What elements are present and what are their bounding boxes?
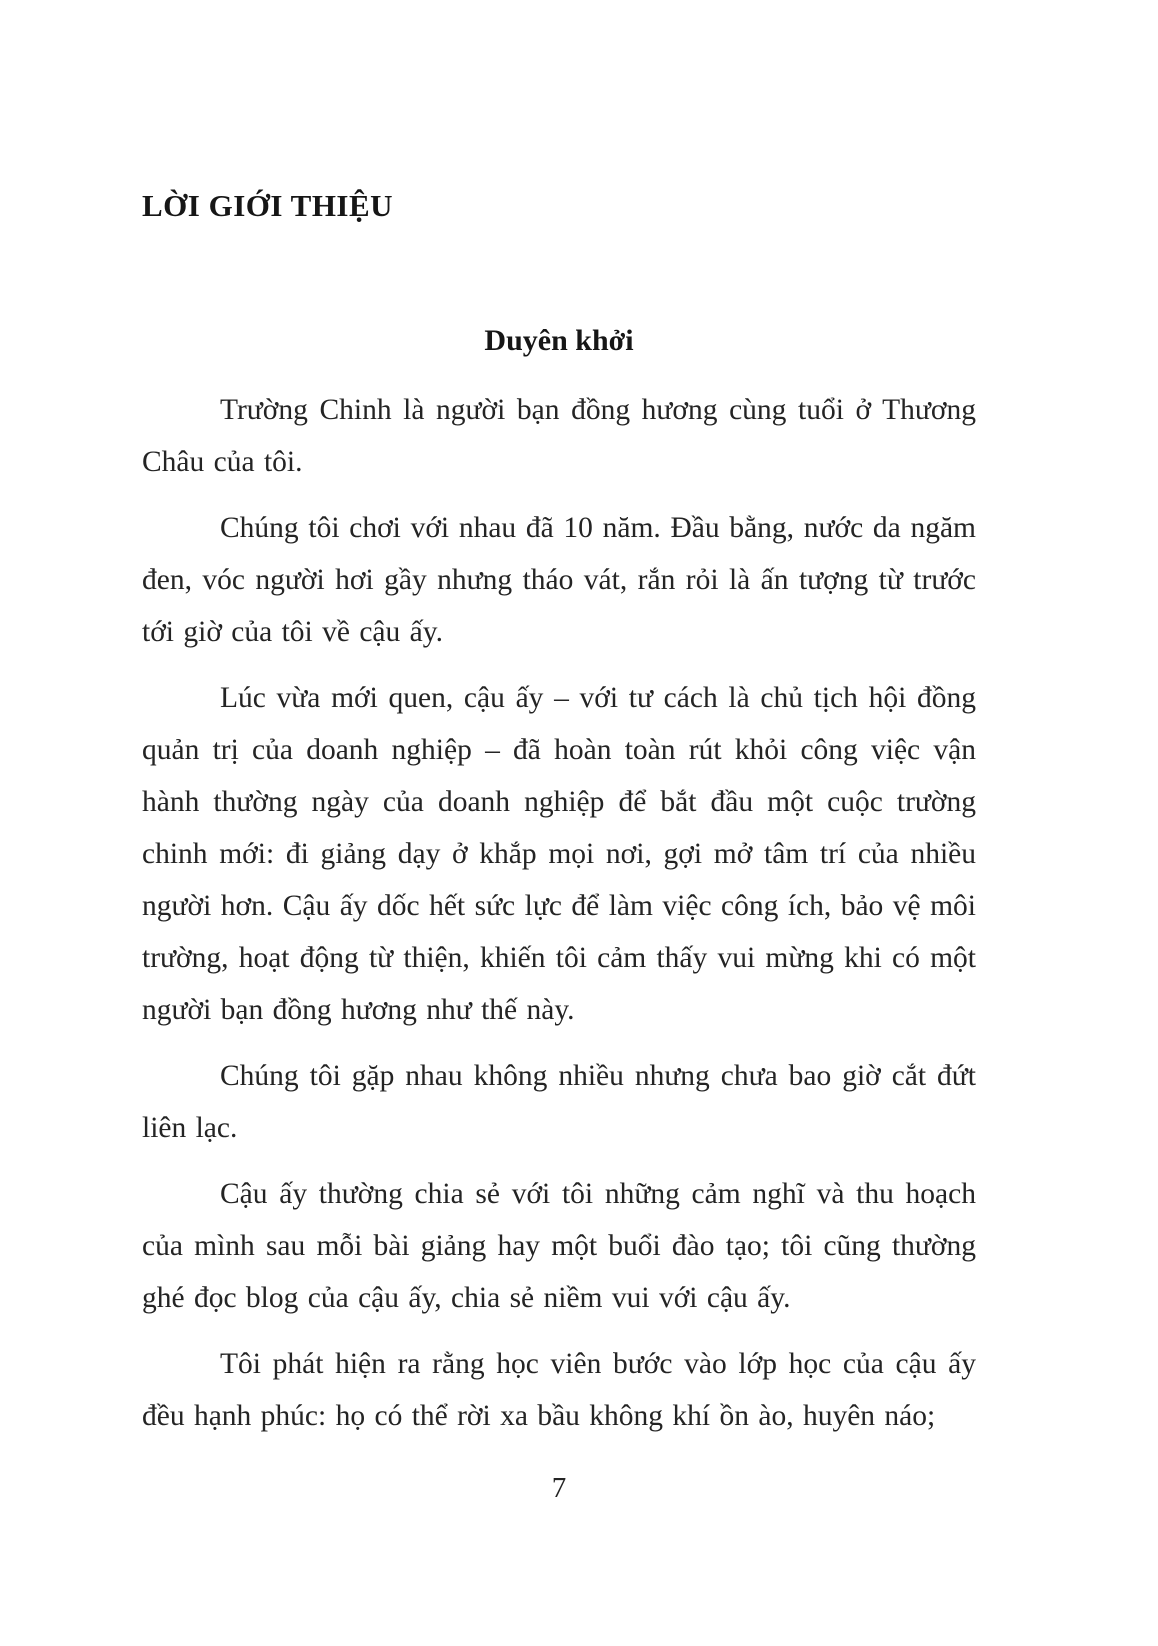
paragraph: Chúng tôi chơi với nhau đã 10 năm. Đầu bằng, nước da ngăm đen, vóc người hơi gầy nhưng tháo vát, rắn rỏi là ấn tượng từ trước tới giờ của tôi về cậu ấy. — [142, 512, 976, 648]
paragraph: Trường Chinh là người bạn đồng hương cùng tuổi ở Thương Châu của tôi. — [142, 394, 976, 478]
paragraph: Tôi phát hiện ra rằng học viên bước vào lớp học của cậu ấy đều hạnh phúc: họ có thể rời xa bầu không khí ồn ào, huyên náo; — [142, 1348, 976, 1432]
paragraph: Cậu ấy thường chia sẻ với tôi những cảm nghĩ và thu hoạch của mình sau mỗi bài giảng hay một buổi đào tạo; tôi cũng thường ghé đọc blog của cậu ấy, chia sẻ niềm vui với cậu ấy. — [142, 1178, 976, 1314]
section-heading: Duyên khởi — [484, 324, 634, 357]
chapter-title: LỜI GIỚI THIỆU — [142, 188, 394, 223]
paragraph: Lúc vừa mới quen, cậu ấy – với tư cách là chủ tịch hội đồng quản trị của doanh nghiệp – đã hoàn toàn rút khỏi công việc vận hành thường ngày của doanh nghiệp để bắt đầu một cuộc trường chinh mới: đi giảng dạy ở khắp mọi nơi, gợi mở tâm trí của nhiều người hơn. Cậu ấy dốc hết sức lực để làm việc công ích, bảo vệ môi trường, hoạt động từ thiện, khiến tôi cảm thấy vui mừng khi có một người bạn đồng hương như thế này. — [142, 682, 976, 1026]
paragraph: Chúng tôi gặp nhau không nhiều nhưng chưa bao giờ cắt đứt liên lạc. — [142, 1060, 976, 1144]
page-number: 7 — [551, 1472, 567, 1504]
body-text — [142, 384, 976, 1442]
